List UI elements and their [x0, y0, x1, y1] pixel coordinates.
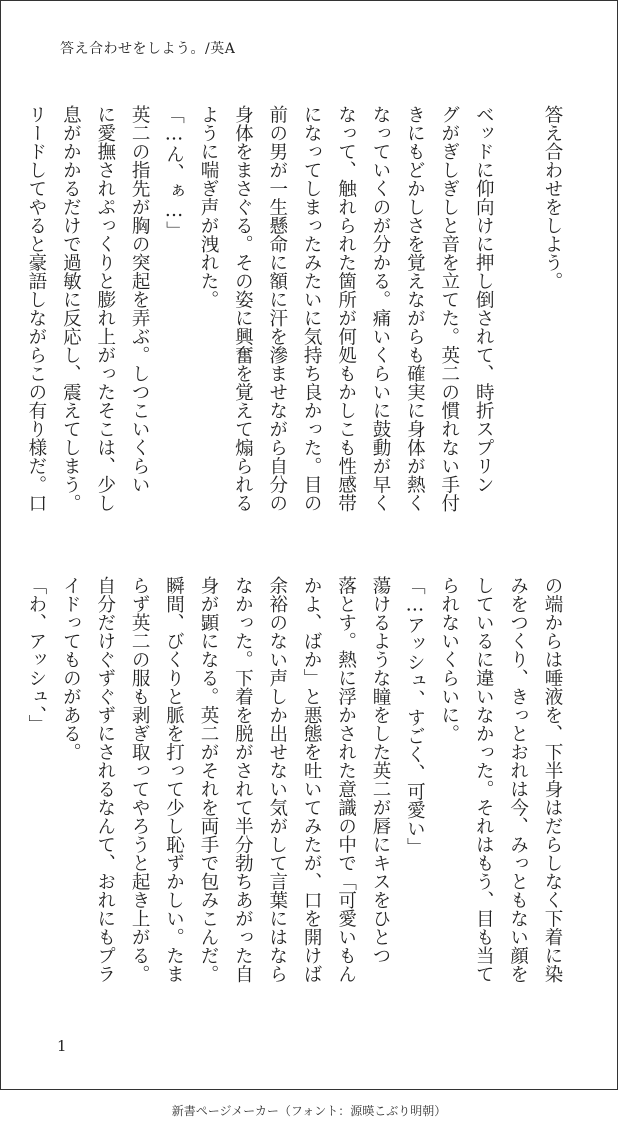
page-title: 答え合わせをしよう。/英A	[60, 41, 236, 57]
footer-credit: 新書ページメーカー（フォント：源暎こぶり明朝）	[171, 1104, 447, 1118]
text-line: なっていくのが分かる。痛いくらいに鼓動が早く	[369, 105, 391, 512]
text-block-bottom	[19, 576, 570, 996]
text-line: なって、触れられた箇所が何処もかしこも性感帯	[335, 105, 357, 512]
text-line: になってしまったみたいに気持ち良かった。目の	[301, 105, 323, 512]
text-line: 「…ん、ぁ…」	[163, 105, 185, 240]
text-line: みをつくり、きっとおれは今、みっともない顔を	[507, 576, 529, 983]
text-line: かよ、ばか」と悪態を吐いてみたが、口を開けば	[301, 576, 323, 983]
text-line: イドってものがある。	[60, 576, 82, 761]
text-line	[500, 105, 534, 525]
text-line: ベッドに仰向けに押し倒されて、時折スプリン	[473, 105, 495, 494]
text-line: 自分だけぐずぐずにされるなんて、おれにもプラ	[94, 576, 116, 983]
text-line: 余裕のない声しか出せない気がして言葉にはなら	[266, 576, 288, 983]
text-line: ように喘ぎ声が洩れた。	[197, 105, 219, 309]
text-line: グがぎしぎしと音を立てた。英二の慣れない手付	[438, 105, 460, 512]
text-line: 蕩けるような瞳をした英二が唇にキスをひとつ	[369, 576, 391, 965]
text-line: しているに違いなかった。それはもう、目も当て	[473, 576, 495, 983]
text-line: 答え合わせをしよう。	[542, 105, 563, 290]
text-line: 前の男が一生懸命に額に汗を滲ませながら自分の	[266, 105, 288, 512]
text-line: 瞬間、びくりと脈を打って少し恥ずかしい。たま	[163, 576, 185, 983]
text-line: 落とす。熱に浮かされた意識の中で「可愛いもん	[335, 576, 357, 983]
text-block-top	[19, 105, 570, 525]
text-line: 息がかかるだけで過敏に反応し、震えてしまう。	[60, 105, 82, 512]
page-number: 1	[57, 1037, 67, 1055]
text-line: の端からは唾液を、下半身はだらしなく下着に染	[542, 576, 563, 983]
text-line: きにもどかしさを覚えながらも確実に身体が熱く	[404, 105, 426, 512]
text-line: られないくらいに。	[438, 576, 460, 743]
text-line: 「わ、アッシュ、」	[25, 576, 47, 734]
text-line: 身体をまさぐる。その姿に興奮を覚えて煽られる	[232, 105, 254, 512]
text-line: 身が顕になる。英二がそれを両手で包みこんだ。	[197, 576, 219, 983]
text-line: なかった。下着を脱がされて半分勃ちあがった自	[232, 576, 254, 983]
text-line: 英二の指先が胸の突起を弄ぶ。しつこいくらい	[129, 105, 151, 494]
text-line: リードしてやると豪語しながらこの有り様だ。口	[25, 105, 47, 512]
text-line: に愛撫されぷっくりと膨れ上がったそこは、少し	[94, 105, 116, 512]
text-line: 「…アッシュ、すごく、可愛い」	[404, 576, 426, 856]
text-line: らず英二の服も剥ぎ取ってやろうと起き上がる。	[129, 576, 151, 983]
